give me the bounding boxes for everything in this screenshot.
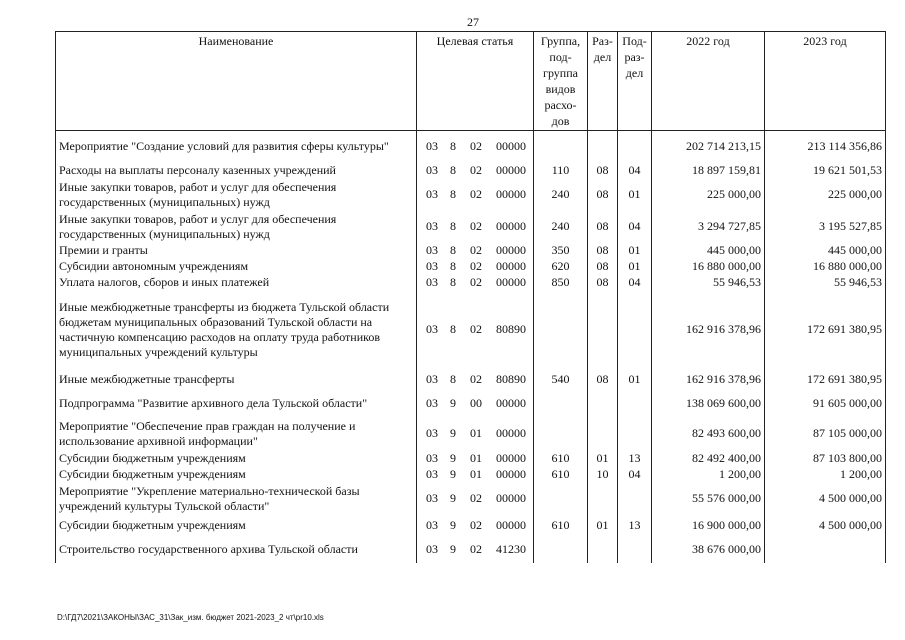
row-2023: 225 000,00 <box>765 179 886 211</box>
row-section <box>588 131 618 163</box>
row-section <box>588 391 618 417</box>
table-row <box>56 451 886 467</box>
row-name: Премии и гранты <box>56 243 417 259</box>
row-target-code <box>417 515 534 537</box>
row-name: Подпрограмма "Развитие архивного дела Тульской области" <box>56 391 417 417</box>
code-part-c3: 02 <box>470 491 482 505</box>
row-group <box>534 131 588 163</box>
code-part-c1: 03 <box>426 219 438 233</box>
table-row <box>56 483 886 515</box>
row-group: 620 <box>534 259 588 275</box>
row-2022: 16 900 000,00 <box>652 515 765 537</box>
row-section: 08 <box>588 275 618 291</box>
row-2023: 172 691 380,95 <box>765 369 886 391</box>
row-group: 610 <box>534 515 588 537</box>
row-target-code <box>417 451 534 467</box>
row-section: 08 <box>588 259 618 275</box>
header-section: Раз-дел <box>588 32 618 131</box>
code-part-c4: 41230 <box>496 542 526 556</box>
header-group: Группа, под-группа видов расхо-дов <box>534 32 588 131</box>
row-group: 610 <box>534 451 588 467</box>
row-name: Иные закупки товаров, работ и услуг для обеспечения государственных (муниципальных) нужд <box>56 211 417 243</box>
row-target-code <box>417 259 534 275</box>
row-group: 610 <box>534 467 588 483</box>
row-section <box>588 291 618 369</box>
code-part-c4: 00000 <box>496 139 526 154</box>
header-2022: 2022 год <box>652 32 765 131</box>
row-2023: 87 103 800,00 <box>765 451 886 467</box>
code-part-c3: 02 <box>470 518 482 532</box>
code-part-c1: 03 <box>426 467 438 481</box>
row-section: 01 <box>588 451 618 467</box>
row-target-code <box>417 275 534 291</box>
code-part-c4: 00000 <box>496 451 526 465</box>
table-row <box>56 291 886 369</box>
code-part-c3: 02 <box>470 275 482 289</box>
row-2022: 138 069 600,00 <box>652 391 765 417</box>
row-subsection: 04 <box>618 275 652 291</box>
code-part-c2: 8 <box>450 163 456 177</box>
table-row <box>56 369 886 391</box>
code-part-c1: 03 <box>426 372 438 386</box>
row-subsection <box>618 417 652 451</box>
code-part-c1: 03 <box>426 187 438 201</box>
row-name: Расходы на выплаты персоналу казенных учреждений <box>56 163 417 179</box>
row-section: 08 <box>588 243 618 259</box>
row-subsection <box>618 483 652 515</box>
code-part-c4: 00000 <box>496 259 526 273</box>
code-part-c2: 9 <box>450 491 456 505</box>
code-part-c3: 01 <box>470 426 482 440</box>
row-subsection: 04 <box>618 467 652 483</box>
row-2023: 55 946,53 <box>765 275 886 291</box>
table-row <box>56 243 886 259</box>
row-group <box>534 483 588 515</box>
code-part-c2: 8 <box>450 187 456 201</box>
code-part-c2: 8 <box>450 275 456 289</box>
row-2022: 162 916 378,96 <box>652 291 765 369</box>
code-part-c1: 03 <box>426 139 438 154</box>
code-part-c1: 03 <box>426 426 438 440</box>
row-2023 <box>765 537 886 563</box>
code-part-c1: 03 <box>426 163 438 177</box>
code-part-c1: 03 <box>426 491 438 505</box>
code-part-c2: 9 <box>450 518 456 532</box>
code-part-c1: 03 <box>426 451 438 465</box>
code-part-c3: 01 <box>470 451 482 465</box>
row-2023: 213 114 356,86 <box>765 131 886 163</box>
row-name: Иные закупки товаров, работ и услуг для обеспечения государственных (муниципальных) нужд <box>56 179 417 211</box>
row-subsection: 13 <box>618 515 652 537</box>
row-group <box>534 291 588 369</box>
row-group: 240 <box>534 179 588 211</box>
row-subsection: 01 <box>618 243 652 259</box>
header-subsection: Под-раз-дел <box>618 32 652 131</box>
code-part-c3: 02 <box>470 139 482 154</box>
row-target-code <box>417 417 534 451</box>
row-subsection: 01 <box>618 179 652 211</box>
code-part-c4: 00000 <box>496 243 526 257</box>
table-row <box>56 211 886 243</box>
code-part-c4: 00000 <box>496 491 526 505</box>
row-target-code <box>417 369 534 391</box>
code-part-c4: 00000 <box>496 426 526 440</box>
row-section: 08 <box>588 179 618 211</box>
row-name: Иные межбюджетные трансферты из бюджета Тульской области бюджетам муниципальных образований Тульской области на частичную компенсацию расходов на оплату труда работников муниципальных учреждений культуры <box>56 291 417 369</box>
code-part-c4: 00000 <box>496 275 526 289</box>
row-2022: 55 576 000,00 <box>652 483 765 515</box>
table-row <box>56 467 886 483</box>
code-part-c1: 03 <box>426 396 438 410</box>
row-subsection <box>618 291 652 369</box>
row-group <box>534 537 588 563</box>
row-target-code <box>417 537 534 563</box>
row-2022: 18 897 159,81 <box>652 163 765 179</box>
row-2022: 82 493 600,00 <box>652 417 765 451</box>
row-2022: 202 714 213,15 <box>652 131 765 163</box>
row-name: Иные межбюджетные трансферты <box>56 369 417 391</box>
file-path-footer: D:\ГД7\2021\ЗАКОНЫ\ЗАС_31\Зак_изм. бюджет 2021-2023_2 чт\pr10.xls <box>57 613 324 622</box>
row-name: Субсидии бюджетным учреждениям <box>56 467 417 483</box>
table-row <box>56 391 886 417</box>
code-part-c2: 8 <box>450 372 456 386</box>
row-group: 240 <box>534 211 588 243</box>
row-group: 540 <box>534 369 588 391</box>
row-group <box>534 391 588 417</box>
code-part-c2: 8 <box>450 139 456 154</box>
table-body <box>56 131 886 563</box>
code-part-c3: 02 <box>470 187 482 201</box>
row-2022: 16 880 000,00 <box>652 259 765 275</box>
table-row <box>56 179 886 211</box>
row-target-code <box>417 243 534 259</box>
row-2023: 3 195 527,85 <box>765 211 886 243</box>
code-part-c1: 03 <box>426 322 438 336</box>
row-name: Субсидии автономным учреждениям <box>56 259 417 275</box>
table-row <box>56 275 886 291</box>
row-target-code <box>417 291 534 369</box>
row-2022: 445 000,00 <box>652 243 765 259</box>
row-2022: 38 676 000,00 <box>652 537 765 563</box>
code-part-c2: 9 <box>450 426 456 440</box>
row-2023: 19 621 501,53 <box>765 163 886 179</box>
row-section: 01 <box>588 515 618 537</box>
row-2022: 1 200,00 <box>652 467 765 483</box>
code-part-c2: 9 <box>450 451 456 465</box>
row-2022: 225 000,00 <box>652 179 765 211</box>
code-part-c3: 01 <box>470 467 482 481</box>
code-part-c3: 00 <box>470 396 482 410</box>
table-row <box>56 163 886 179</box>
code-part-c4: 00000 <box>496 163 526 177</box>
code-part-c3: 02 <box>470 372 482 386</box>
code-part-c3: 02 <box>470 219 482 233</box>
row-section: 08 <box>588 211 618 243</box>
row-2022: 55 946,53 <box>652 275 765 291</box>
row-subsection: 01 <box>618 259 652 275</box>
table-row <box>56 259 886 275</box>
code-part-c3: 02 <box>470 259 482 273</box>
code-part-c4: 00000 <box>496 187 526 201</box>
header-target: Целевая статья <box>417 32 534 131</box>
row-subsection <box>618 537 652 563</box>
code-part-c1: 03 <box>426 259 438 273</box>
code-part-c3: 02 <box>470 163 482 177</box>
row-subsection: 01 <box>618 369 652 391</box>
row-subsection: 04 <box>618 163 652 179</box>
table-row <box>56 537 886 563</box>
row-target-code <box>417 483 534 515</box>
code-part-c2: 8 <box>450 219 456 233</box>
row-subsection <box>618 131 652 163</box>
code-part-c3: 02 <box>470 542 482 556</box>
code-part-c3: 02 <box>470 243 482 257</box>
row-group <box>534 417 588 451</box>
header-2023: 2023 год <box>765 32 886 131</box>
row-subsection <box>618 391 652 417</box>
code-part-c1: 03 <box>426 518 438 532</box>
row-2023: 87 105 000,00 <box>765 417 886 451</box>
row-name: Уплата налогов, сборов и иных платежей <box>56 275 417 291</box>
code-part-c2: 8 <box>450 322 456 336</box>
code-part-c3: 02 <box>470 322 482 336</box>
table-row <box>56 417 886 451</box>
page-number: 27 <box>467 15 479 29</box>
row-2023: 172 691 380,95 <box>765 291 886 369</box>
row-name: Мероприятие "Укрепление материально-технической базы учреждений культуры Тульской области" <box>56 483 417 515</box>
row-2023: 1 200,00 <box>765 467 886 483</box>
row-subsection: 13 <box>618 451 652 467</box>
row-section: 08 <box>588 163 618 179</box>
row-name: Мероприятие "Обеспечение прав граждан на получение и использование архивной информации" <box>56 417 417 451</box>
row-2022: 162 916 378,96 <box>652 369 765 391</box>
header-row <box>56 32 886 131</box>
code-part-c4: 80890 <box>496 372 526 386</box>
row-section <box>588 483 618 515</box>
row-2023: 445 000,00 <box>765 243 886 259</box>
row-2023: 16 880 000,00 <box>765 259 886 275</box>
code-part-c4: 00000 <box>496 396 526 410</box>
code-part-c1: 03 <box>426 275 438 289</box>
row-target-code <box>417 131 534 163</box>
code-part-c2: 9 <box>450 467 456 481</box>
row-group: 350 <box>534 243 588 259</box>
code-part-c1: 03 <box>426 542 438 556</box>
row-section <box>588 417 618 451</box>
row-subsection: 04 <box>618 211 652 243</box>
code-part-c2: 9 <box>450 542 456 556</box>
header-name: Наименование <box>56 32 417 131</box>
table-row <box>56 131 886 163</box>
row-2023: 91 605 000,00 <box>765 391 886 417</box>
code-part-c4: 00000 <box>496 518 526 532</box>
row-target-code <box>417 391 534 417</box>
table-row <box>56 515 886 537</box>
row-section: 10 <box>588 467 618 483</box>
budget-table <box>55 31 886 563</box>
row-name: Мероприятие "Создание условий для развития сферы культуры" <box>56 131 417 163</box>
row-name: Субсидии бюджетным учреждениям <box>56 515 417 537</box>
code-part-c2: 8 <box>450 243 456 257</box>
row-2022: 82 492 400,00 <box>652 451 765 467</box>
code-part-c4: 00000 <box>496 219 526 233</box>
row-group: 110 <box>534 163 588 179</box>
code-part-c2: 8 <box>450 259 456 273</box>
row-name: Строительство государственного архива Тульской области <box>56 537 417 563</box>
row-name: Субсидии бюджетным учреждениям <box>56 451 417 467</box>
row-2022: 3 294 727,85 <box>652 211 765 243</box>
code-part-c4: 00000 <box>496 467 526 481</box>
row-2023: 4 500 000,00 <box>765 515 886 537</box>
row-group: 850 <box>534 275 588 291</box>
code-part-c2: 9 <box>450 396 456 410</box>
row-2023: 4 500 000,00 <box>765 483 886 515</box>
row-section <box>588 537 618 563</box>
row-section: 08 <box>588 369 618 391</box>
row-target-code <box>417 467 534 483</box>
row-target-code <box>417 163 534 179</box>
row-target-code <box>417 211 534 243</box>
code-part-c1: 03 <box>426 243 438 257</box>
code-part-c4: 80890 <box>496 322 526 336</box>
row-target-code <box>417 179 534 211</box>
